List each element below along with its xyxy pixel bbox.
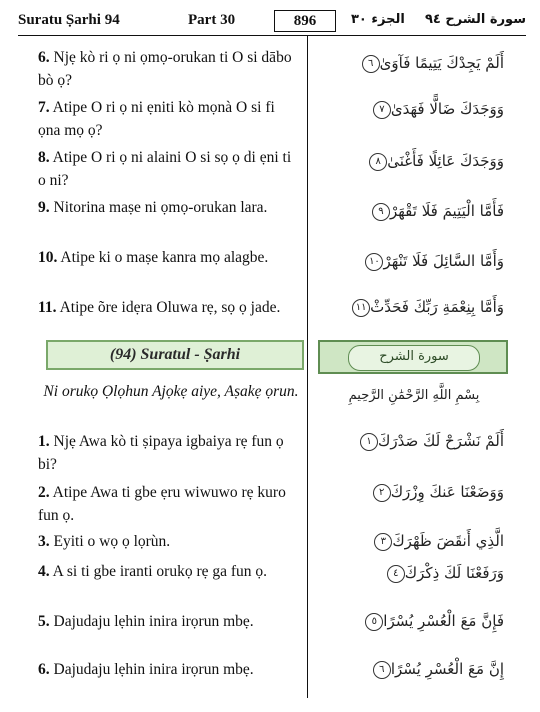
verse-text: A si ti gbe iranti orukọ rẹ ga fun ọ.	[52, 563, 268, 580]
ayah-marker: ٥	[365, 613, 383, 631]
arabic-text: وَأَمَّا السَّائِلَ فَلَا تَنْهَرْ	[383, 252, 504, 270]
ayah-marker: ٨	[369, 153, 387, 171]
verse-number: 9.	[38, 199, 50, 216]
arabic-verse-4	[384, 564, 504, 583]
arabic-verse-11	[349, 298, 504, 317]
verse-text: Njẹ Awa kò ti ṣipaya igbaiya rẹ fun ọ bi?	[38, 433, 284, 473]
verse-text: Nitorina maṣe ni ọmọ-orukan lara.	[53, 199, 268, 216]
arabic-text: وَوَضَعْنَا عَنكَ وِزْرَكَ	[390, 483, 504, 501]
arabic-verse-7	[370, 100, 504, 119]
arabic-text: أَلَمْ نَشْرَحْ لَكَ صَدْرَكَ	[378, 432, 504, 450]
ayah-marker: ٤	[387, 565, 405, 583]
verse-number: 7.	[38, 99, 50, 116]
verse-5	[38, 610, 300, 633]
verse-text: Dajudaju lẹhin inira irọrun mbẹ.	[53, 661, 254, 678]
arabic-text: وَوَجَدَكَ عَائِلًا فَأَغْنَىٰ	[387, 152, 504, 170]
verse-text: Atipe O ri ọ ni alaini O si sọ ọ di ẹni ti o ni?	[38, 149, 292, 189]
verse-number: 5.	[38, 613, 50, 630]
arabic-verse-6b	[370, 660, 504, 679]
ayah-marker: ٦	[362, 55, 380, 73]
arabic-text: فَأَمَّا الْيَتِيمَ فَلَا تَقْهَرْ	[389, 202, 504, 220]
verse-3	[38, 530, 300, 553]
verse-number: 3.	[38, 533, 50, 550]
arabic-text: وَرَفَعْنَا لَكَ ذِكْرَكَ	[404, 564, 504, 582]
arabic-verse-2	[370, 483, 504, 502]
arabic-verse-5	[362, 612, 504, 631]
verse-6	[38, 46, 300, 92]
verse-text: Atipe Awa ti gbe ẹru wiwuwo rẹ kuro fun ọ.	[38, 484, 286, 524]
arabic-verse-10	[362, 252, 504, 271]
ayah-marker: ٩	[372, 203, 390, 221]
verse-text: Atipe O ri ọ ni ẹniti kò mọnà O si fi ọna mọ ọ?	[38, 99, 275, 139]
ayah-marker: ٦	[373, 661, 391, 679]
surah-title-banner: (94) Suratul - Ṣarhi	[46, 340, 304, 370]
arabic-text: أَلَمْ يَجِدْكَ يَتِيمًا فَآوَىٰ	[379, 54, 504, 72]
verse-11	[38, 296, 300, 319]
arabic-text: الَّذِي أَنقَضَ ظَهْرَكَ	[392, 532, 504, 550]
header-rule	[18, 35, 526, 36]
verse-2	[38, 481, 300, 527]
bismillah-translation: Ni orukọ Ọlọhun Ajọkẹ aiye, Aṣakẹ ọrun.	[43, 383, 299, 400]
verse-number: 11.	[38, 299, 57, 316]
ayah-marker: ٢	[373, 484, 391, 502]
ayah-marker: ٣	[374, 533, 392, 551]
verse-10	[38, 246, 300, 269]
basmala: بِسْمِ اللَّهِ الرَّحْمَٰنِ الرَّحِيمِ	[348, 388, 480, 403]
arabic-text: فَإِنَّ مَعَ الْعُسْرِ يُسْرًا	[383, 612, 504, 630]
running-title: Suratu Ṣarhi 94	[18, 12, 120, 28]
verse-number: 10.	[38, 249, 58, 266]
arabic-text: وَوَجَدَكَ ضَالًّا فَهَدَىٰ	[390, 100, 504, 118]
verse-9	[38, 196, 300, 219]
verse-number: 2.	[38, 484, 50, 501]
page-header	[18, 10, 526, 32]
ayah-marker: ١	[360, 433, 378, 451]
verse-number: 4.	[38, 563, 50, 580]
arabic-verse-1	[357, 432, 504, 451]
arabic-surah-title: سورة الشرح ٩٤	[424, 12, 526, 27]
arabic-text: وَأَمَّا بِنِعْمَةِ رَبِّكَ فَحَدِّثْ	[370, 298, 504, 316]
verse-8	[38, 146, 300, 192]
verse-number: 1.	[38, 433, 50, 450]
verse-text: Eyiti o wọ ọ lọrùn.	[53, 533, 171, 550]
verse-6b	[38, 658, 300, 681]
arabic-verse-6	[359, 54, 504, 73]
verse-text: Atipe ki o maṣe kanra mọ alagbe.	[60, 249, 269, 266]
verse-1	[38, 430, 300, 476]
verse-7	[38, 96, 300, 142]
page-number: 896	[274, 10, 336, 32]
verse-number: 8.	[38, 149, 50, 166]
arabic-surah-name: سورة الشرح	[348, 345, 480, 371]
arabic-juz: الجزء ٣٠	[351, 12, 405, 27]
ayah-marker: ١٠	[365, 253, 383, 271]
verse-4	[38, 560, 300, 583]
column-divider	[307, 36, 308, 698]
arabic-verse-9	[369, 202, 504, 221]
verse-text: Njẹ kò ri ọ ni ọmọ-orukan ti O si dābo bò ọ?	[38, 49, 292, 89]
part-label: Part 30	[188, 12, 236, 28]
arabic-surah-banner	[318, 340, 508, 374]
verse-text: Atipe õre idẹra Oluwa rẹ, sọ ọ jade.	[59, 299, 281, 316]
arabic-verse-3	[371, 532, 504, 551]
ayah-marker: ١١	[352, 299, 370, 317]
arabic-text: إِنَّ مَعَ الْعُسْرِ يُسْرًا	[390, 660, 504, 678]
verse-number: 6.	[38, 661, 50, 678]
verse-text: Dajudaju lẹhin inira irọrun mbẹ.	[53, 613, 254, 630]
ayah-marker: ٧	[373, 101, 391, 119]
verse-number: 6.	[38, 49, 50, 66]
arabic-verse-8	[366, 152, 504, 171]
